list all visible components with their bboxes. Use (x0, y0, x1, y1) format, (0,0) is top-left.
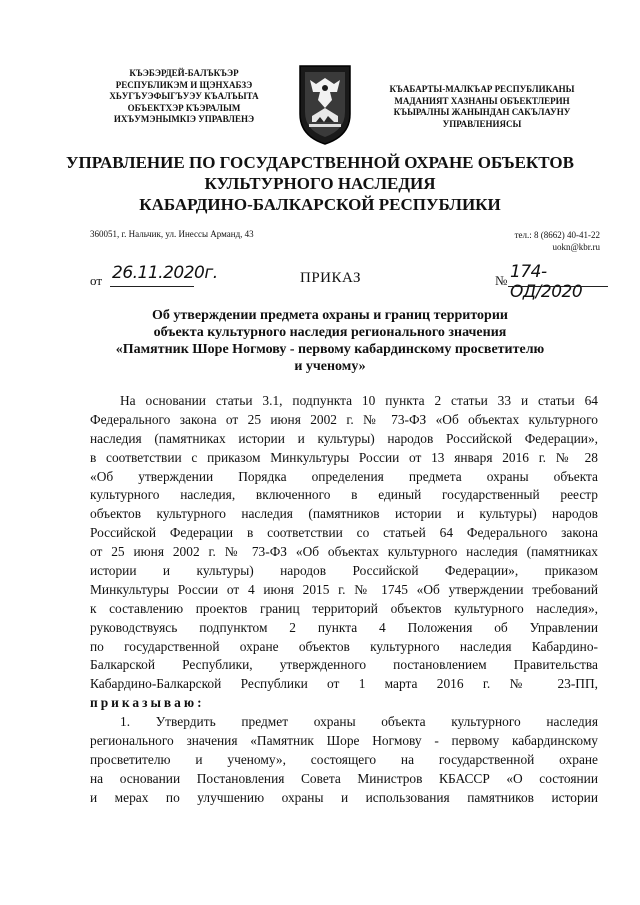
body-line: по государственной охране объектов культурного наследия Кабардино- (90, 638, 598, 654)
body-line: На основании статьи 3.1, подпункта 10 пункта 2 статьи 33 и статьи 64 (120, 393, 598, 408)
contacts (515, 229, 600, 253)
order-word-line (90, 694, 598, 713)
postal-address: 360051, г. Нальчик, ул. Инессы Арманд, 43 (90, 229, 254, 239)
order-subject-line: Об утверждении предмета охраны и границ территории (152, 308, 508, 323)
body-line: наследия (памятниках истории и культуры) народов Российской Федерации», (90, 430, 598, 446)
organization-line: КУЛЬТУРНОГО НАСЛЕДИЯ (204, 174, 436, 193)
body-line: Минкультуры России от 4 июня 2015 г. № 1745 «Об утверждении требований (90, 581, 598, 597)
header-balkar-line: КЪАБАРТЫ-МАЛКЪАР РЕСПУБЛИКАНЫ (389, 84, 575, 94)
order-date: 26.11.2020г. (112, 263, 218, 283)
header-balkar-line: КЪЫРАЛНЫ ЖАНЫНДАН САКЪЛАУНУ (393, 107, 571, 117)
order-word: приказываю: (90, 695, 205, 711)
header-kabardian-line: ОБЪЕКТХЭР КЪЭРАЛЫМ (127, 102, 241, 113)
order-meta-row (90, 262, 610, 302)
header-kabardian-line: РЕСПУБЛИКЭМ И ЩЭНХАБЗЭ (115, 79, 253, 90)
header-balkar-line: МАДАНИЯТ ХАЗНАНЫ ОБЪЕКТЛЕРИН (394, 95, 570, 106)
organization-line: УПРАВЛЕНИЕ ПО ГОСУДАРСТВЕННОЙ ОХРАНЕ ОБЪЕКТОВ (66, 153, 574, 172)
header-balkar (362, 84, 602, 130)
email-address: uokn@kbr.ru (552, 242, 600, 252)
order-subject-line: «Памятник Шоре Ногмову - первому кабардинскому просветителю (115, 342, 545, 357)
order-number: 174-ОД/2020 (510, 262, 583, 302)
item-line: просветителю и ученому», состоящего на государственной охране (90, 751, 598, 767)
organization-name (40, 152, 600, 215)
body-line: Балкарской Республики, утвержденного постановлением Правительства (90, 657, 598, 673)
item-line: и мерах по улучшению охраны и использования памятников истории (90, 789, 598, 805)
header-balkar-line: УПРАВЛЕНИЯСЫ (442, 118, 522, 129)
header-kabardian-line: ИХЪУМЭНЫМКІЭ УПРАВЛЕНЭ (113, 114, 255, 124)
phone-number: тел.: 8 (8662) 40-41-22 (514, 230, 600, 240)
header-kabardian-line: ХЬУГЪУЭФЫГЪУЭУ КЪАЛЪЫТА (109, 91, 259, 101)
body-line: руководствуясь подпунктом 2 пункта 4 Положения об Управлении (90, 619, 598, 635)
number-underline (508, 286, 608, 287)
body-line: культурного наследия, включенного в единый государственный реестр (90, 487, 598, 503)
date-prefix: от (90, 273, 103, 288)
body-line: Российской Федерации в соответствии со статьей 64 Федерального закона (90, 525, 598, 541)
body-line: Федерального закона от 25 июня 2002 г. № 73-ФЗ «Об объектах культурного (90, 411, 598, 427)
header-kabardian (86, 68, 282, 126)
number-prefix: № (495, 273, 508, 288)
body-line: истории и культуры) народов Российской Федерации», приказом (90, 563, 598, 579)
organization-line: КАБАРДИНО-БАЛКАРСКОЙ РЕСПУБЛИКИ (139, 195, 501, 214)
body-line: в соответствии с приказом Минкультуры России от 13 января 2016 г. № 28 (90, 449, 598, 465)
order-subject (70, 307, 590, 375)
coat-of-arms-icon (296, 62, 354, 146)
item-line: регионального значения «Памятник Шоре Ногмову - первому кабардинскому (90, 733, 598, 749)
body-line: от 25 июня 2002 г. № 73-ФЗ «Об объектах культурного наследия (памятниках (90, 544, 598, 560)
body-line: «Об утверждении Порядка определения предмета охраны объекта (90, 468, 598, 484)
body-line: объектов культурного наследия (памятников истории и культуры) народов (90, 506, 598, 522)
document-type-title: ПРИКАЗ (300, 270, 361, 286)
date-underline (110, 286, 194, 287)
item-line: 1. Утвердить предмет охраны объекта культурного наследия (120, 714, 598, 730)
item-line: на основании Постановления Совета Министров КБАССР «О состоянии (90, 770, 598, 786)
order-subject-line: объекта культурного наследия регионального значения (153, 325, 507, 340)
body-line: Кабардино-Балкарской Республики от 1 марта 2016 г. № 23-ПП, (90, 676, 598, 692)
body-line: к составлению проектов границ территорий объектов культурного наследия», (90, 600, 598, 616)
header-kabardian-line: КЪЭБЭРДЕЙ-БАЛЪКЪЭР (129, 68, 239, 78)
order-subject-line: и ученому» (294, 359, 366, 374)
order-body (90, 392, 598, 808)
